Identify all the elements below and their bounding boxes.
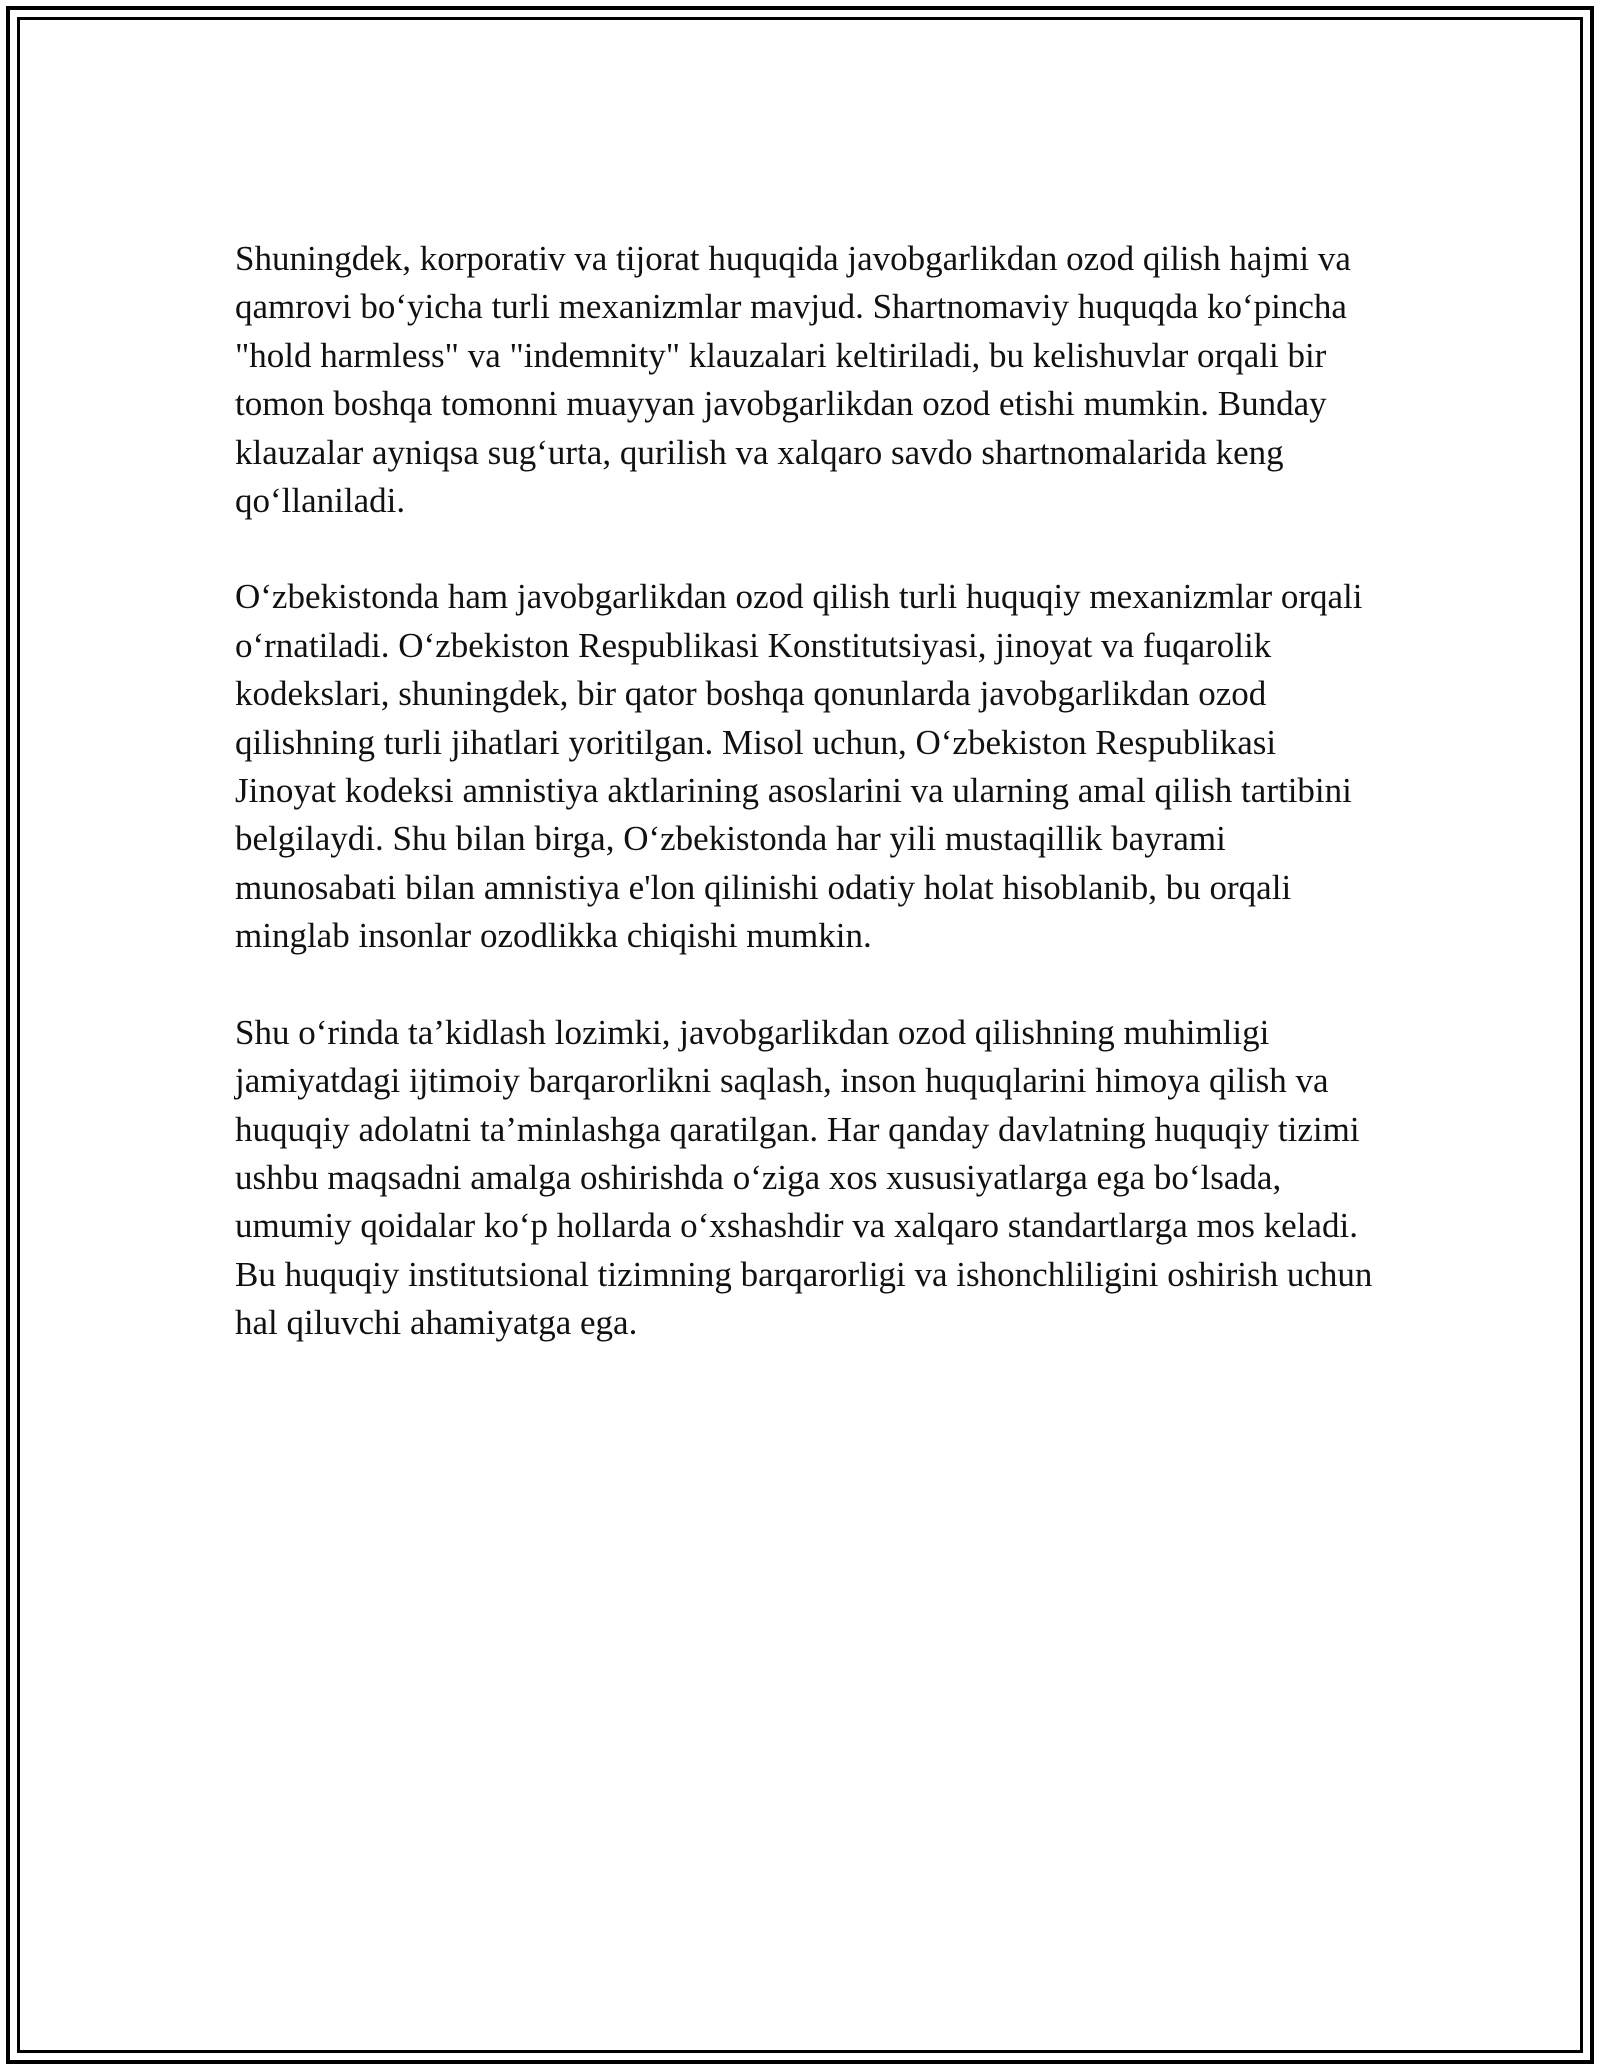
paragraph-2: O‘zbekistonda ham javobgarlikdan ozod qilish turli huquqiy mexanizmlar orqali o‘rnatiladi. O‘zbekiston Respublikasi Konstitutsiyasi, jinoyat va fuqarolik kodekslari, shuningdek, bir qator boshqa qonunlarda javobgarlikdan ozod qilishning turli jihatlari yoritilgan. Misol uchun, O‘zbekiston Respublikasi Jinoyat kodeksi amnistiya aktlarining asoslarini va ularning amal qilish tartibini belgilaydi. Shu bilan birga, O‘zbekistonda har yili mustaqillik bayrami munosabati bilan amnistiya e'lon qilinishi odatiy holat hisoblanib, bu orqali minglab insonlar ozodlikka chiqishi mumkin. [235,577,1363,956]
paragraph-3: Shu o‘rinda ta’kidlash lozimki, javobgarlikdan ozod qilishning muhimligi jamiyatdagi ijtimoiy barqarorlikni saqlash, inson huquqlarini himoya qilish va huquqiy adolatni ta’minlashga qaratilgan. Har qanday davlatning huquqiy tizimi ushbu maqsadni amalga oshirishda o‘ziga xos xususiyatlarga ega bo‘lsada, umumiy qoidalar ko‘p hollarda o‘xshashdir va xalqaro standartlarga mos keladi. Bu huquqiy institutsional tizimning barqarorligi va ishonchliligini oshirish uchun hal qiluvchi ahamiyatga ega. [235,1012,1373,1343]
paragraph-1: Shuningdek, korporativ va tijorat huquqida javobgarlikdan ozod qilish hajmi va qamrovi bo‘yicha turli mexanizmlar mavjud. Shartnomaviy huquqda ko‘pincha "hold harmless" va "indemnity" klauzalari keltiriladi, bu kelishuvlar orqali bir tomon boshqa tomonni muayyan javobgarlikdan ozod etishi mumkin. Bunday klauzalar ayniqsa sug‘urta, qurilish va xalqaro savdo shartnomalarida keng qo‘llaniladi. [235,239,1351,521]
document-body [235,235,1375,1348]
